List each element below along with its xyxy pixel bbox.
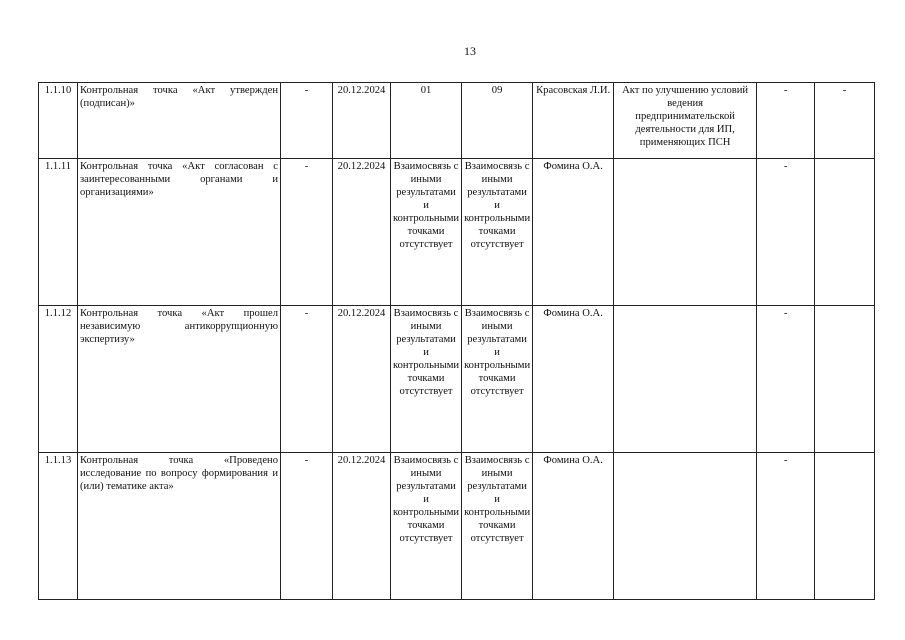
predecessor-cell: Взаимосвязь с иными результатами и контрольными точками отсутствует	[391, 453, 462, 600]
baseline-value: -	[281, 453, 333, 600]
row-number: 1.1.11	[39, 159, 78, 306]
table-row	[39, 159, 875, 306]
extra-cell-2	[815, 453, 875, 600]
table-row	[39, 306, 875, 453]
row-number: 1.1.12	[39, 306, 78, 453]
responsible-person: Красовская Л.И.	[533, 83, 614, 159]
control-points-table	[38, 82, 875, 600]
result-document	[614, 306, 757, 453]
control-point-name: Контрольная точка «Акт утвержден (подписан)»	[78, 83, 281, 159]
predecessor-cell: 01	[391, 83, 462, 159]
extra-cell-1: -	[757, 159, 815, 306]
successor-cell: Взаимосвязь с иными результатами и контрольными точками отсутствует	[462, 159, 533, 306]
row-number: 1.1.13	[39, 453, 78, 600]
responsible-person: Фомина О.А.	[533, 453, 614, 600]
baseline-value: -	[281, 159, 333, 306]
extra-cell-2: -	[815, 83, 875, 159]
successor-cell: Взаимосвязь с иными результатами и контрольными точками отсутствует	[462, 453, 533, 600]
page-number: 13	[464, 44, 476, 58]
due-date: 20.12.2024	[333, 159, 391, 306]
responsible-person: Фомина О.А.	[533, 306, 614, 453]
table-row	[39, 83, 875, 159]
extra-cell-2	[815, 306, 875, 453]
result-document	[614, 159, 757, 306]
control-point-name: Контрольная точка «Проведено исследование по вопросу формирования и (или) тематике акта»	[78, 453, 281, 600]
extra-cell-1: -	[757, 306, 815, 453]
responsible-person: Фомина О.А.	[533, 159, 614, 306]
due-date: 20.12.2024	[333, 306, 391, 453]
extra-cell-1: -	[757, 83, 815, 159]
row-number: 1.1.10	[39, 83, 78, 159]
control-point-name: Контрольная точка «Акт согласован с заинтересованными органами и организациями»	[78, 159, 281, 306]
due-date: 20.12.2024	[333, 453, 391, 600]
table-row	[39, 453, 875, 600]
predecessor-cell: Взаимосвязь с иными результатами и контрольными точками отсутствует	[391, 159, 462, 306]
extra-cell-2	[815, 159, 875, 306]
successor-cell: 09	[462, 83, 533, 159]
successor-cell: Взаимосвязь с иными результатами и контрольными точками отсутствует	[462, 306, 533, 453]
baseline-value: -	[281, 83, 333, 159]
extra-cell-1: -	[757, 453, 815, 600]
baseline-value: -	[281, 306, 333, 453]
result-document	[614, 453, 757, 600]
control-point-name: Контрольная точка «Акт прошел независимую антикоррупционную экспертизу»	[78, 306, 281, 453]
result-document: Акт по улучшению условий ведения предпринимательской деятельности для ИП, применяющих ПСН	[614, 83, 757, 159]
predecessor-cell: Взаимосвязь с иными результатами и контрольными точками отсутствует	[391, 306, 462, 453]
due-date: 20.12.2024	[333, 83, 391, 159]
